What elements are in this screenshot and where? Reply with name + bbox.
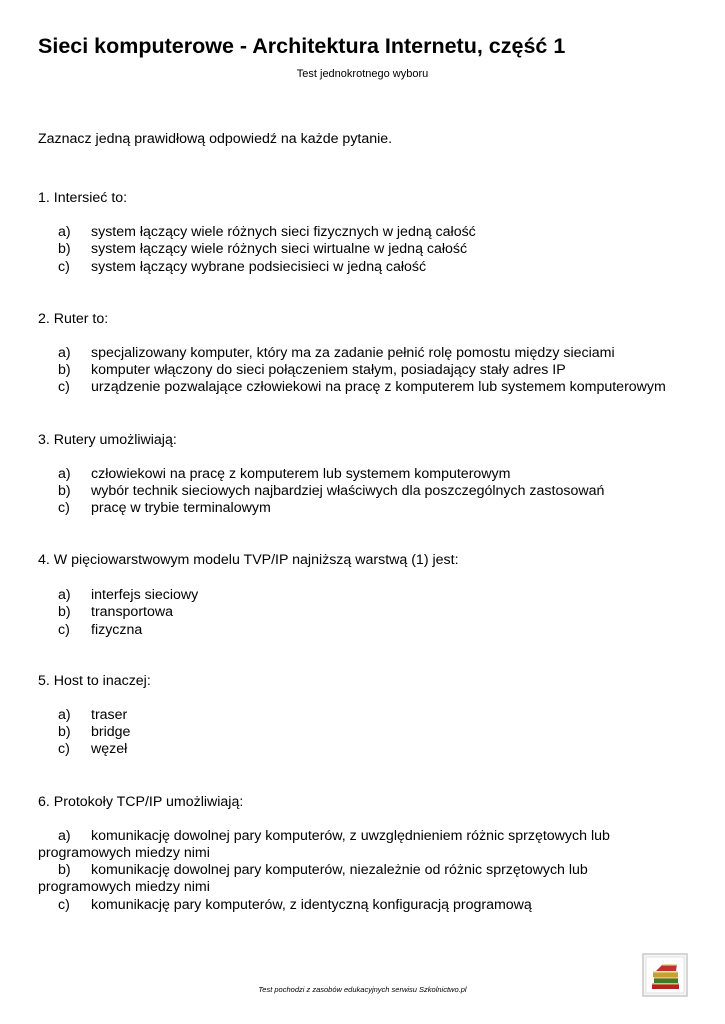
option-letter: a) xyxy=(58,224,71,240)
option-letter: c) xyxy=(58,741,70,757)
question-1: 1. Intersieć to: xyxy=(38,190,128,206)
option-text: wybór technik sieciowych najbardziej właściwych dla poszczególnych zastosowań xyxy=(91,483,605,499)
question-6: 6. Protokoły TCP/IP umożliwiają: xyxy=(38,794,244,810)
option-text: system łączący wybrane podsiecisieci w jedną całość xyxy=(91,259,427,275)
option-letter: b) xyxy=(58,483,71,499)
option-letter: a) xyxy=(58,345,71,361)
question-3: 3. Rutery umożliwiają: xyxy=(38,432,177,448)
option-letter: b) xyxy=(58,362,71,378)
option-text: komunikację pary komputerów, z identyczną konfiguracją programową xyxy=(91,897,532,913)
option-text: człowiekowi na pracę z komputerem lub systemem komputerowym xyxy=(91,466,511,482)
question-5: 5. Host to inaczej: xyxy=(38,673,151,689)
page-subtitle: Test jednokrotnego wyboru xyxy=(296,68,429,80)
option-text: transportowa xyxy=(91,604,174,620)
option-letter: b) xyxy=(58,724,71,740)
option-text-continuation: programowych miedzy nimi xyxy=(38,879,210,895)
option-letter: c) xyxy=(58,897,70,913)
option-text: komunikację dowolnej pary komputerów, z uwzględnieniem różnic sprzętowych lub xyxy=(91,828,610,844)
option-letter: a) xyxy=(58,707,71,723)
page-title: Sieci komputerowe - Architektura Internetu, część 1 xyxy=(38,34,566,58)
question-4: 4. W pięciowarstwowym modelu TVP/IP najniższą warstwą (1) jest: xyxy=(38,552,459,568)
option-letter: c) xyxy=(58,622,70,638)
option-letter: a) xyxy=(58,828,71,844)
option-text: węzeł xyxy=(91,741,128,757)
option-letter: a) xyxy=(58,466,71,482)
option-letter: c) xyxy=(58,379,70,395)
option-text: traser xyxy=(91,707,128,723)
option-text: urządzenie pozwalające człowiekowi na pracę z komputerem lub systemem komputerowym xyxy=(91,379,666,395)
option-letter: b) xyxy=(58,604,71,620)
option-letter: b) xyxy=(58,862,71,878)
option-text: system łączący wiele różnych sieci fizycznych w jedną całość xyxy=(91,224,476,240)
option-text: fizyczna xyxy=(91,622,143,638)
option-text: specjalizowany komputer, który ma za zadanie pełnić rolę pomostu między sieciami xyxy=(91,345,615,361)
option-text: komputer włączony do sieci połączeniem stałym, posiadający stały adres IP xyxy=(91,362,566,378)
instruction-text: Zaznacz jedną prawidłową odpowiedź na każde pytanie. xyxy=(38,131,393,147)
option-letter: c) xyxy=(58,500,70,516)
option-letter: a) xyxy=(58,587,71,603)
option-text: komunikację dowolnej pary komputerów, niezależnie od różnic sprzętowych lub xyxy=(91,862,588,878)
option-letter: c) xyxy=(58,259,70,275)
option-text: bridge xyxy=(91,724,131,740)
question-2: 2. Ruter to: xyxy=(38,311,109,327)
option-text: interfejs sieciowy xyxy=(91,587,199,603)
option-text-continuation: programowych miedzy nimi xyxy=(38,845,210,861)
option-text: system łączący wiele różnych sieci wirtualne w jedną całość xyxy=(91,241,468,257)
option-letter: b) xyxy=(58,241,71,257)
footer-source-note: Test pochodzi z zasobów edukacyjnych serwisu Szkolnictwo.pl xyxy=(258,985,467,994)
option-text: pracę w trybie terminalowym xyxy=(91,500,271,516)
